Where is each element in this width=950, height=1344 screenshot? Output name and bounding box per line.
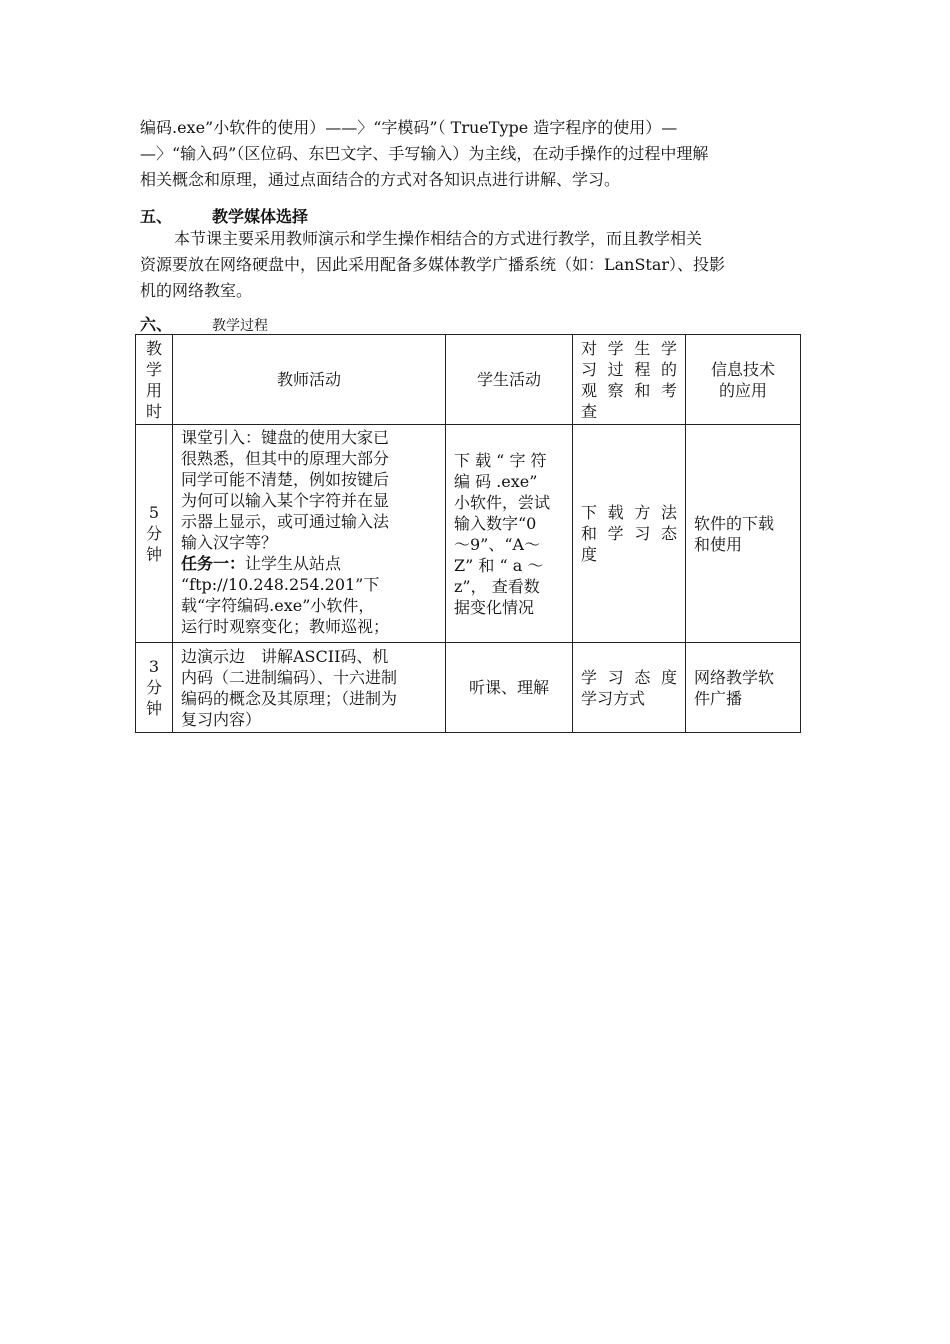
row1-student-line: Z” 和 “ a ～ [454, 555, 544, 575]
row1-time [136, 425, 173, 643]
row1-student-line: ～9”、“A～ [454, 534, 541, 554]
task-text: 让学生从站点 [245, 554, 342, 573]
row1-student-line: 据变化情况 [454, 597, 535, 617]
row1-observe-line: 下 载 方 法 [581, 503, 677, 522]
row1-student-line: 输入数字“0 [454, 513, 537, 533]
section-5-title: 教学媒体选择 [212, 207, 309, 226]
section-5-heading [140, 204, 308, 227]
row2-teacher-line: 内码（二进制编码）、十六进制 [181, 667, 398, 687]
task-label: 任务一： [181, 554, 246, 573]
row2-time-char: 3 [148, 657, 160, 676]
row1-observe [573, 425, 686, 643]
intro-paragraph [140, 115, 810, 193]
table-row-1 [136, 425, 801, 643]
row2-time-char: 分 [145, 678, 162, 697]
header-teacher: 教师活动 [173, 335, 446, 425]
row2-teacher-line: 边演示边 讲解ASCII码、机 [181, 646, 389, 666]
row1-time-char: 分 [145, 524, 162, 543]
header-time-char: 学 [145, 359, 162, 379]
section-5-line-1: 本节课主要采用教师演示和学生操作相结合的方式进行教学，而且教学相关 [174, 229, 703, 248]
row2-teacher-line: 复习内容） [181, 709, 262, 729]
row1-student-line: 小软件，尝试 [454, 492, 551, 512]
row1-time-char: 钟 [145, 545, 162, 564]
section-5-line-3: 机的网络教室。 [140, 281, 253, 300]
row1-student [446, 425, 573, 643]
row2-teacher [173, 643, 446, 733]
header-student: 学生活动 [446, 335, 573, 425]
row1-teacher-line: 同学可能不清楚，例如按键后 [181, 470, 390, 489]
row1-student-line: 编 码 .exe” [454, 471, 538, 491]
row2-student: 听课、理解 [446, 643, 573, 733]
row1-teacher-line: 输入汉字等？ [181, 533, 278, 552]
table-header-row [136, 335, 801, 425]
section-5-number: 五、 [140, 207, 173, 226]
row1-teacher-tail-line: 载“字符编码.exe”小软件， [181, 596, 375, 615]
header-observe-line: 对 学 生 学 [581, 338, 677, 358]
header-time [136, 335, 173, 425]
row1-tech [686, 425, 801, 643]
row1-teacher-line: 示器上显示，或可通过输入法 [181, 512, 390, 531]
header-tech-line: 信息技术 [710, 359, 775, 379]
section-6-title: 教学过程 [212, 318, 268, 334]
row1-tech-line: 和使用 [694, 534, 743, 554]
row1-observe-line: 度 [581, 545, 598, 564]
header-observe-line: 查 [581, 401, 598, 421]
row1-teacher-tail-line: “ftp://10.248.254.201”下 [181, 575, 380, 594]
row2-observe-line: 学习方式 [581, 688, 646, 708]
header-observe-line: 习 过 程 的 [581, 359, 677, 379]
header-tech-line: 的应用 [718, 380, 767, 400]
row2-observe [573, 643, 686, 733]
row2-tech [686, 643, 801, 733]
row2-time [136, 643, 173, 733]
row2-teacher-line: 编码的概念及其原理；（进制为 [181, 688, 398, 708]
header-observe [573, 335, 686, 425]
row1-student-line: z”， 查看数 [454, 576, 540, 596]
header-time-char: 时 [145, 401, 162, 421]
row1-teacher [173, 425, 446, 643]
header-time-char: 用 [145, 380, 162, 400]
intro-line-1: 编码.exe”小软件的使用）——〉“字模码”（ TrueType 造字程序的使用）— [140, 118, 678, 137]
section-6-heading [140, 312, 268, 335]
row1-teacher-line: 为何可以输入某个字符并在显 [181, 491, 390, 510]
header-observe-line: 观 察 和 考 [581, 380, 677, 400]
row2-tech-line: 件广播 [694, 688, 743, 708]
section-6-number: 六、 [140, 315, 173, 334]
row1-teacher-line: 很熟悉，但其中的原理大部分 [181, 449, 390, 468]
row1-task-line [181, 553, 437, 574]
row1-teacher-line: 课堂引入：键盘的使用大家已 [181, 428, 390, 447]
header-tech [686, 335, 801, 425]
section-5-line-2: 资源要放在网络硬盘中，因此采用配备多媒体教学广播系统（如：LanStar）、投影 [140, 255, 726, 274]
row1-observe-line: 和 学 习 态 [581, 524, 677, 543]
intro-line-2: —〉“输入码”（区位码、东巴文字、手写输入）为主线，在动手操作的过程中理解 [140, 144, 709, 163]
header-time-char: 教 [145, 338, 162, 358]
row1-student-line: 下 载 “ 字 符 [454, 450, 547, 470]
row1-tech-line: 软件的下载 [694, 513, 775, 533]
row1-time-char: 5 [148, 503, 160, 522]
row2-observe-line: 学 习 态 度 [581, 667, 677, 687]
lesson-table [135, 334, 801, 733]
row2-time-char: 钟 [145, 699, 162, 718]
intro-line-3: 相关概念和原理，通过点面结合的方式对各知识点进行讲解、学习。 [140, 170, 621, 189]
row1-teacher-tail-line: 运行时观察变化；教师巡视； [181, 617, 390, 636]
section-5-paragraph [140, 226, 810, 304]
table-row-2 [136, 643, 801, 733]
row2-tech-line: 网络教学软 [694, 667, 775, 687]
